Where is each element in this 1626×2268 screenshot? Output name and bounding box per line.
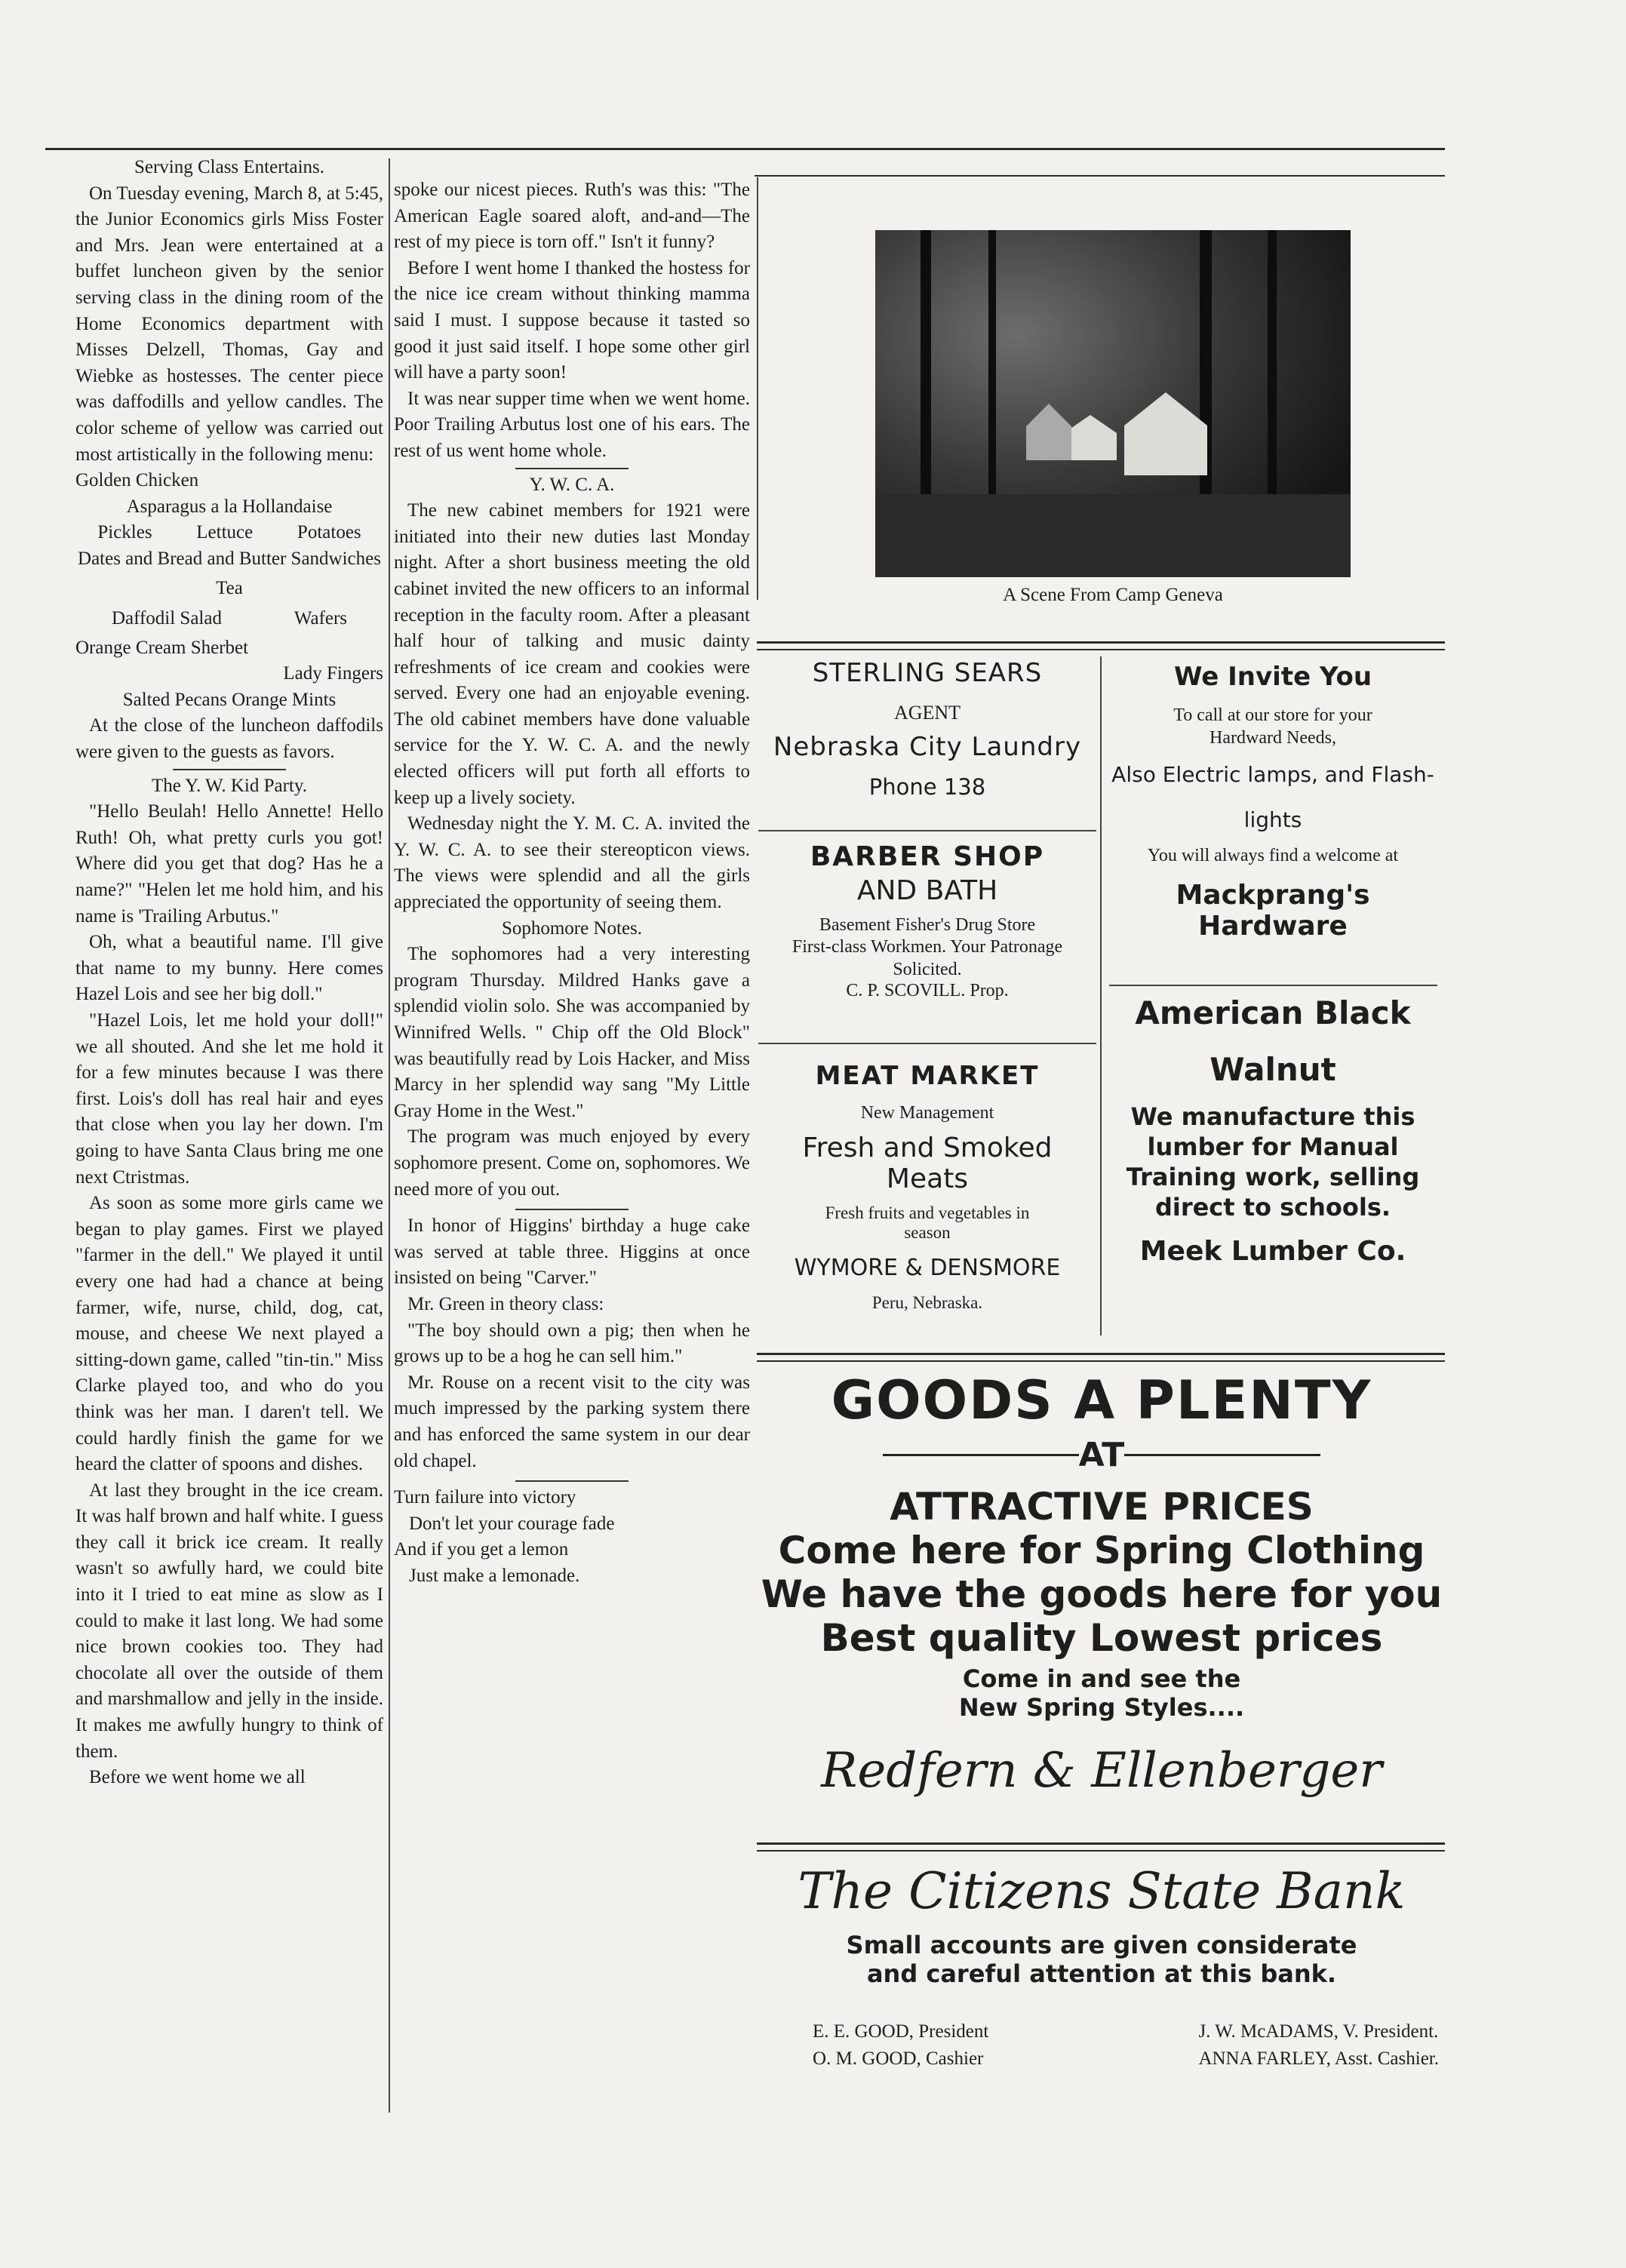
ad-text: You will always find a welcome at (1147, 846, 1399, 865)
ad-meek-lumber (1103, 994, 1443, 1267)
menu-item: Potatoes (297, 522, 361, 543)
ad-text: To call at our store for your Hardward Needs, (1173, 705, 1372, 748)
ad-text: WYMORE & DENSMORE (794, 1255, 1061, 1281)
ad-text: AGENT (893, 702, 961, 724)
ad-divider (758, 830, 1096, 831)
article-paragraph: At the close of the luncheon daffodils were given to the guests as favors. (75, 715, 383, 763)
ad-text: Come in and see the (962, 1664, 1241, 1693)
top-rule (45, 148, 1445, 150)
section-divider (173, 769, 286, 770)
ad-officers (758, 2018, 1445, 2073)
ad-rule (757, 1850, 1445, 1852)
ad-text: O. M. GOOD, Cashier (813, 2048, 984, 2069)
ad-text: Small accounts are given considerate (846, 1931, 1357, 1959)
ad-text: and careful attention at this bank. (866, 1959, 1337, 1988)
ad-text: E. E. GOOD, President (813, 2021, 989, 2042)
article-paragraph: As soon as some more girls came we began to play games. First we played "farmer in the dell." We played it until every one had had a chance at being farmer, wife, nurse, child, dog, cat, mouse, and cheese We next played a sitting-down game, called "tin-tin." Miss Clarke played too, and who do you think was her man. I daren't tell. We could hardly finish the game for we heard the clatter of spoons and dishes. (75, 1193, 383, 1475)
ad-rule (757, 1842, 1445, 1845)
article-paragraph: The program was much enjoyed by every sophomore present. Come on, sophomores. We need more of you out. (394, 1126, 750, 1200)
poem-line: Turn failure into victory (394, 1487, 576, 1508)
ad-at-row (758, 1436, 1445, 1474)
ad-text: C. P. SCOVILL. Prop. (846, 981, 1009, 1000)
menu-item: Daffodil Salad (111, 608, 222, 629)
ad-meat-market (758, 1061, 1096, 1313)
menu-item: Salted Pecans Orange Mints (122, 689, 337, 710)
column-divider-2 (757, 177, 758, 600)
article-paragraph: In honor of Higgins' birthday a huge cake was served at table three. Higgins at once insisted on being "Carver." (394, 1215, 750, 1289)
ad-title: Meek Lumber Co. (1139, 1236, 1406, 1267)
ad-text: We manufacture this lumber for Manual Training work, selling direct to schools. (1126, 1102, 1420, 1222)
article-paragraph: It was near supper time when we went home. Poor Trailing Arbutus lost one of his ears. The rest of us went home whole. (394, 388, 750, 461)
ad-divider (1109, 985, 1437, 986)
ad-text: Best quality Lowest prices (820, 1616, 1383, 1660)
photo-caption: A Scene From Camp Geneva (1003, 585, 1223, 605)
article-paragraph: On Tuesday evening, March 8, at 5:45, the Junior Economics girls Miss Foster and Mrs. Jean were entertained at a buffet luncheon given by the senior serving class in the dining room of the Home Economics department with Misses Delzell, Thomas, Gay and Wiebke as hostesses. The center piece was daffodills and yellow candles. The color scheme of yellow was carried out most artistically in the following menu: (75, 183, 383, 465)
column-2 (394, 177, 750, 1589)
menu-item: Dates and Bread and Butter Sandwiches (78, 548, 381, 569)
heading-ywca: Y. W. C. A. (529, 474, 615, 495)
ad-text: J. W. McADAMS, V. President. (1198, 2021, 1439, 2042)
ad-title: BARBER SHOP (810, 841, 1045, 872)
poem-line: Don't let your courage fade (409, 1513, 615, 1534)
heading-sophomore-notes: Sophomore Notes. (501, 917, 643, 939)
menu-item: Wafers (294, 608, 348, 629)
ad-title: The Citizens State Bank (798, 1862, 1406, 1920)
column-divider-1 (389, 158, 390, 2113)
ad-redfern-ellenberger (758, 1369, 1445, 1799)
ad-text: Phone 138 (868, 774, 986, 800)
poem-line: Just make a lemonade. (409, 1565, 580, 1586)
ad-title: Walnut (1210, 1051, 1336, 1088)
ad-text: Nebraska City Laundry (773, 732, 1082, 762)
article-paragraph: Mr. Green in theory class: (407, 1293, 604, 1314)
menu-item: Pickles (97, 522, 152, 543)
ad-text: New Spring Styles.... (958, 1693, 1245, 1722)
ad-text: ANNA FARLEY, Asst. Cashier. (1198, 2048, 1439, 2069)
section-divider (515, 1480, 629, 1482)
ad-rule (757, 1353, 1445, 1355)
poem-line: And if you get a lemon (394, 1539, 569, 1560)
menu-item: Tea (216, 577, 243, 598)
ad-text: We have the goods here for you (761, 1572, 1443, 1616)
section-divider (515, 468, 629, 469)
menu-item: Lady Fingers (283, 663, 383, 684)
ad-text: New Management (860, 1103, 994, 1123)
ad-title: We Invite You (1173, 662, 1372, 692)
ad-text: Peru, Nebraska. (871, 1293, 983, 1312)
article-paragraph: "Hello Beulah! Hello Annette! Hello Ruth! Oh, what pretty curls you got! Where did you get that dog? Has he a name?" "Helen let me hold him, and his name is 'Trailing Arbutus." (75, 801, 383, 927)
ad-text: Fresh fruits and vegetables in season (825, 1203, 1030, 1242)
ad-text: Also Electric lamps, and Flash-lights (1111, 762, 1434, 832)
ad-title: MEAT MARKET (815, 1061, 1040, 1091)
ad-text: ATTRACTIVE PRICES (890, 1485, 1314, 1529)
camp-geneva-photo (875, 230, 1351, 577)
ad-citizens-state-bank (758, 1862, 1445, 2073)
menu-row (75, 520, 383, 546)
article-paragraph: spoke our nicest pieces. Ruth's was this: "The American Eagle soared aloft, and-and—The rest of my piece is torn off." Isn't it funny? (394, 180, 750, 253)
article-paragraph: The sophomores had a very interesting program Thursday. Mildred Hanks gave a splendid violin solo. She was accompanied by Winnifred Wells. " Chip off the Old Block" was beautifully read by Lois Hacker, and Miss Marcy in her splendid way sang "My Little Gray Home in the West." (394, 944, 750, 1121)
article-paragraph: Before we went home we all (89, 1767, 306, 1788)
ads-divider (1100, 656, 1102, 1335)
article-paragraph: "The boy should own a pig; then when he grows up to be a hog he can sell him." (394, 1320, 750, 1367)
column-1 (75, 155, 383, 1791)
ad-text: Fresh and Smoked Meats (802, 1132, 1053, 1194)
ad-text: AT (1078, 1436, 1125, 1474)
article-paragraph: At last they brought in the ice cream. It was half brown and half white. I guess they call it brick ice cream. It really wasn't so awfully hard, we could bite into it I tried to eat mine as slow as I could to make it last long. We had some nice brown cookies too. They had chocolate all over the outside of them and marshmallow and jelly in the inside. It makes me awfully hungry to think of them. (75, 1480, 383, 1762)
menu-item: Lettuce (196, 522, 254, 543)
heading-serving-class: Serving Class Entertains. (134, 157, 325, 177)
ad-barber-shop (758, 841, 1096, 1001)
article-paragraph: Wednesday night the Y. M. C. A. invited the Y. W. C. A. to see their stereopticon views. The views were splendid and all the girls appreciated the opportunity of seeing them. (394, 813, 750, 913)
ads-top-rule (757, 641, 1445, 644)
ad-text: Come here for Spring Clothing (778, 1529, 1425, 1572)
ads-top-rule-2 (757, 649, 1445, 650)
ad-rule (757, 1360, 1445, 1362)
ad-sterling-sears (758, 658, 1096, 800)
ad-divider (758, 1043, 1096, 1044)
ad-text: First-class Workmen. Your Patronage Solicited. (791, 937, 1063, 979)
article-paragraph: Before I went home I thanked the hostess for the nice ice cream without thinking mamma said I must. I suppose because it tasted so good it just said itself. I hope some other girl will have a party soon! (394, 257, 750, 383)
menu-item: Asparagus a la Hollandaise (126, 496, 333, 517)
article-paragraph: Oh, what a beautiful name. I'll give that name to my bunny. Here comes Hazel Lois and see her big doll." (75, 932, 383, 1005)
article-paragraph: Mr. Rouse on a recent visit to the city was much impressed by the parking system there and has enforced the same system in our dear old chapel. (394, 1372, 750, 1471)
section-divider (515, 1209, 629, 1210)
heading-kid-party: The Y. W. Kid Party. (151, 775, 308, 796)
article-paragraph: "Hazel Lois, let me hold your doll!" we all shouted. And she let me hold it for a few minutes because I was there first. Lois's doll has real hair and eyes that close when you lay her down. I'm going to have Santa Claus bring me one next Ctristmas. (75, 1010, 383, 1188)
menu-item: Golden Chicken (75, 470, 199, 491)
ad-title: Redfern & Ellenberger (821, 1743, 1382, 1799)
ad-title: Mackprang's Hardware (1176, 880, 1370, 942)
ad-title: American Black (1135, 994, 1411, 1031)
ad-title: GOODS A PLENTY (831, 1369, 1372, 1431)
menu-row (75, 606, 383, 632)
ad-text: Basement Fisher's Drug Store (819, 915, 1036, 935)
menu-item: Orange Cream Sherbet (75, 637, 249, 658)
ad-mackprangs-hardware (1103, 662, 1443, 942)
article-paragraph: The new cabinet members for 1921 were initiated into their new duties last Monday night. After a short business meeting the old cabinet invited the new officers to an informal reception in the faculty room. After a pleasant half hour of talking and music dainty refreshments of ice cream and cookies were served. Every one had an enjoyable evening. The old cabinet members have done valuable service for the Y. W. C. A. and the newly elected officers will put forth all efforts to keep up a lively society. (394, 500, 750, 808)
ad-title: STERLING SEARS (812, 658, 1043, 688)
ad-title: AND BATH (856, 875, 998, 906)
top-rule-2 (755, 175, 1445, 177)
